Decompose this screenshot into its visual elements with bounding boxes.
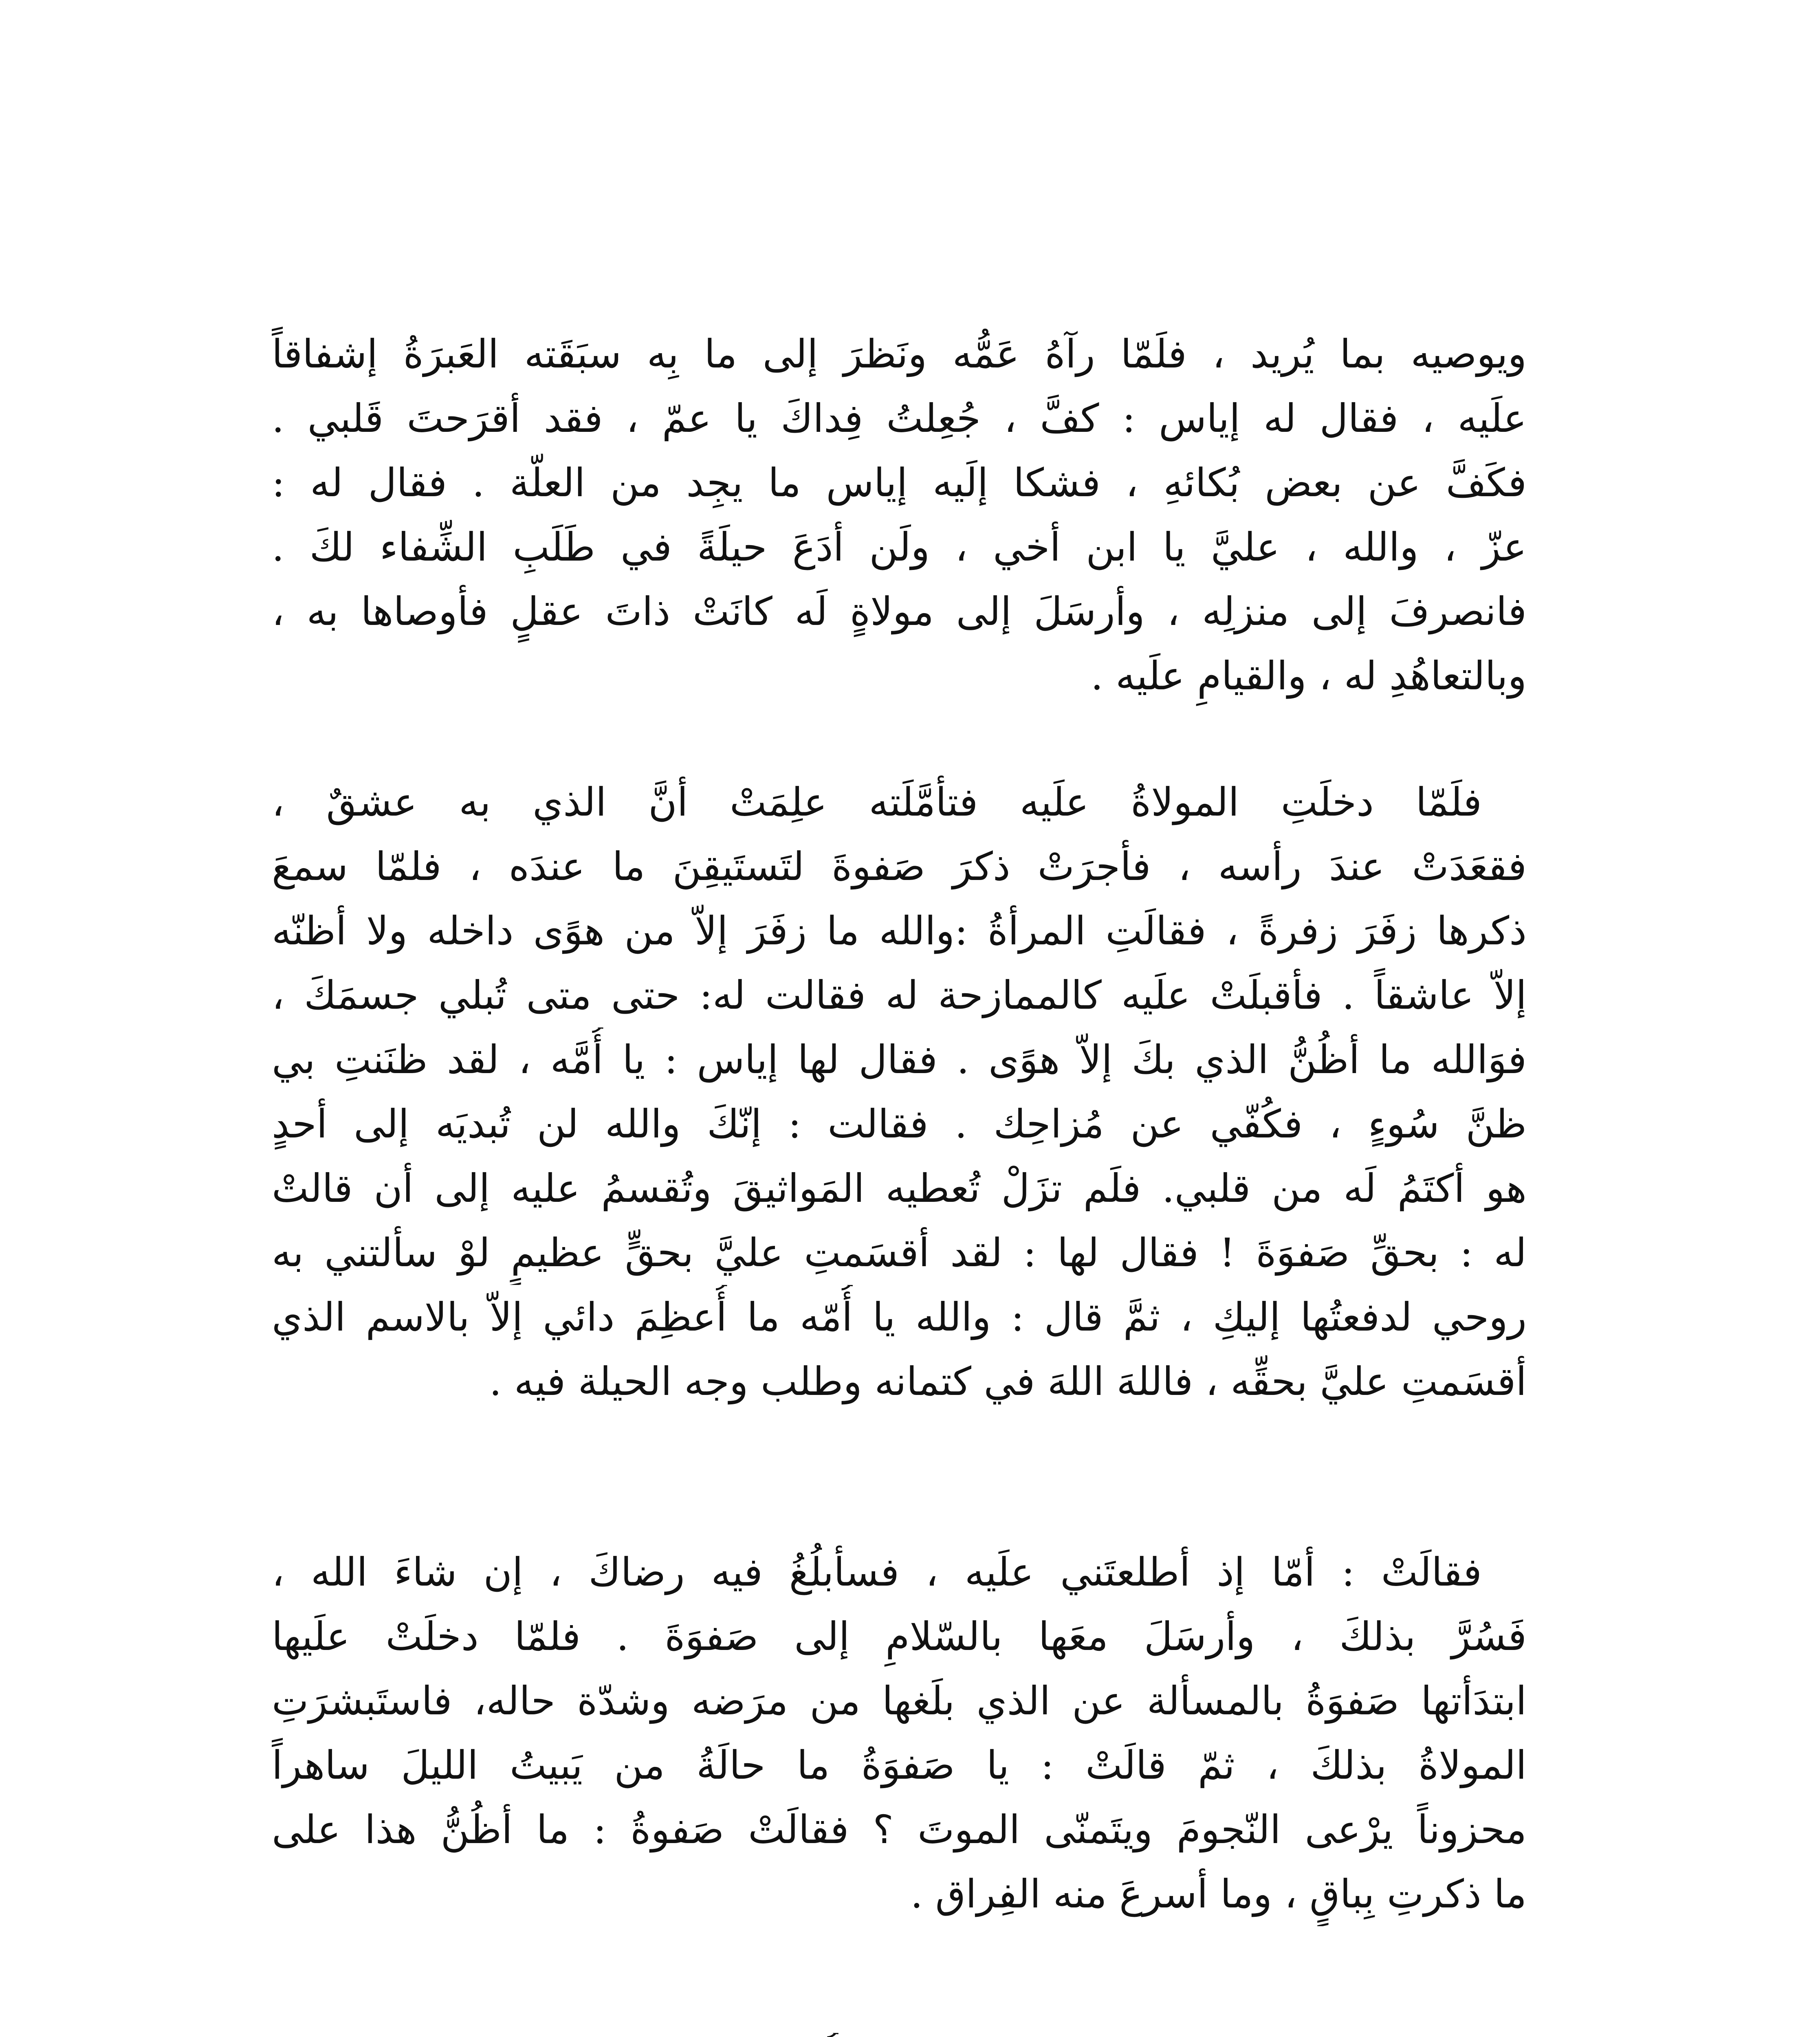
paragraph-3 xyxy=(272,1540,1527,1926)
text-line: ما ذكرتِ بِباقٍ ، وما أسرعَ منه الفِراق . xyxy=(910,1871,1527,1917)
text-line: هو أكتَمُ لَه من قلبي. فلَم تزَلْ تُعطيه المَواثيقَ وتُقسمُ عليه إلى أن قالتْ xyxy=(272,1166,1527,1211)
text-line: فكَفَّ عن بعض بُكائهِ ، فشكا إلَيه إياس ما يجِد من العلّة . فقال له : xyxy=(272,460,1527,506)
text-line: فلَمّا دخلَتِ المولاةُ علَيه فتأمَّلَته علِمَتْ أنَّ الذي به عشقٌ ، xyxy=(272,779,1482,825)
text-line xyxy=(272,2033,1527,2037)
text-line: فانصرفَ إلى منزلِه ، وأرسَلَ إلى مولاةٍ لَه كانَتْ ذاتَ عقلٍ فأوصاها به ، xyxy=(272,589,1527,634)
text-line: محزوناً يرْعى النّجومَ ويتَمنّى الموتَ ؟ فقالَتْ صَفوةُ : ما أظُنُّ هذا على xyxy=(272,1807,1527,1852)
text-line: فَسُرَّ بذلكَ ، وأرسَلَ معَها بالسّلامِ إلى صَفوَةَ . فلمّا دخلَتْ علَيها xyxy=(272,1614,1527,1659)
paragraph-4 xyxy=(272,2033,1527,2037)
paragraph-2 xyxy=(272,770,1527,1414)
text-line: وبالتعاهُدِ له ، والقيامِ علَيه . xyxy=(1091,653,1527,699)
text-line: ابتدَأتها صَفوَةُ بالمسألة عن الذي بلَغها من مرَضه وشدّة حاله، فاستَبشرَتِ xyxy=(272,1678,1527,1724)
text-line: روحي لدفعتُها إليكِ ، ثمَّ قال : والله يا أُمّه ما أُعظِمَ دائي إلاّ بالاسم الذي xyxy=(272,1294,1527,1340)
text-line: أقسَمتِ عليَّ بحقِّه ، فاللهَ اللهَ في كتمانه وطلب وجه الحيلة فيه . xyxy=(489,1359,1527,1404)
paragraph-1 xyxy=(272,322,1527,708)
text-line: علَيه ، فقال له إياس : كفَّ ، جُعِلتُ فِداكَ يا عمّ ، فقد أقرَحتَ قَلبي . xyxy=(272,396,1527,441)
text-line: المولاةُ بذلكَ ، ثمّ قالَتْ : يا صَفوَةُ ما حالَةُ من يَبيتُ الليلَ ساهراً xyxy=(272,1742,1527,1788)
text-line: عزّ ، والله ، عليَّ يا ابن أخي ، ولَن أدَعَ حيلَةً في طَلَبِ الشِّفاء لكَ . xyxy=(272,524,1527,570)
text-line: فقالَتْ : أمّا إذ أطلعتَني علَيه ، فسأبلُغُ فيه رضاكَ ، إن شاءَ الله ، xyxy=(272,1549,1482,1595)
text-line: ذكرها زفَرَ زفرةً ، فقالَتِ المرأةُ :والله ما زفَرَ إلاّ من هوًى داخله ولا أظنّه xyxy=(272,908,1527,954)
text-line: ويوصيه بما يُريد ، فلَمّا رآهُ عَمُّه ونَظرَ إلى ما بِه سبَقَته العَبرَةُ إشفاقاً xyxy=(272,331,1527,377)
text-line: فقعَدَتْ عندَ رأسه ، فأجرَتْ ذكرَ صَفوةَ لتَستَيقِنَ ما عندَه ، فلمّا سمعَ xyxy=(272,844,1527,889)
text-line: إلاّ عاشقاً . فأقبلَتْ علَيه كالممازحة له فقالت له: حتى متى تُبلي جسمَكَ ، xyxy=(272,972,1527,1018)
text-line: له : بحقِّ صَفوَةَ ! فقال لها : لقد أقسَمتِ عليَّ بحقٍّ عظيمٍ لوْ سألتني به xyxy=(272,1230,1527,1276)
text-line: ظنَّ سُوءٍ ، فكُفّي عن مُزاحِك . فقالت : إنّكَ والله لن تُبديَه إلى أحدٍ xyxy=(272,1101,1527,1147)
text-line: فوَالله ما أظُنُّ الذي بكَ إلاّ هوًى . فقال لها إياس : يا أُمَّه ، لقد ظنَنتِ بي xyxy=(272,1037,1527,1082)
